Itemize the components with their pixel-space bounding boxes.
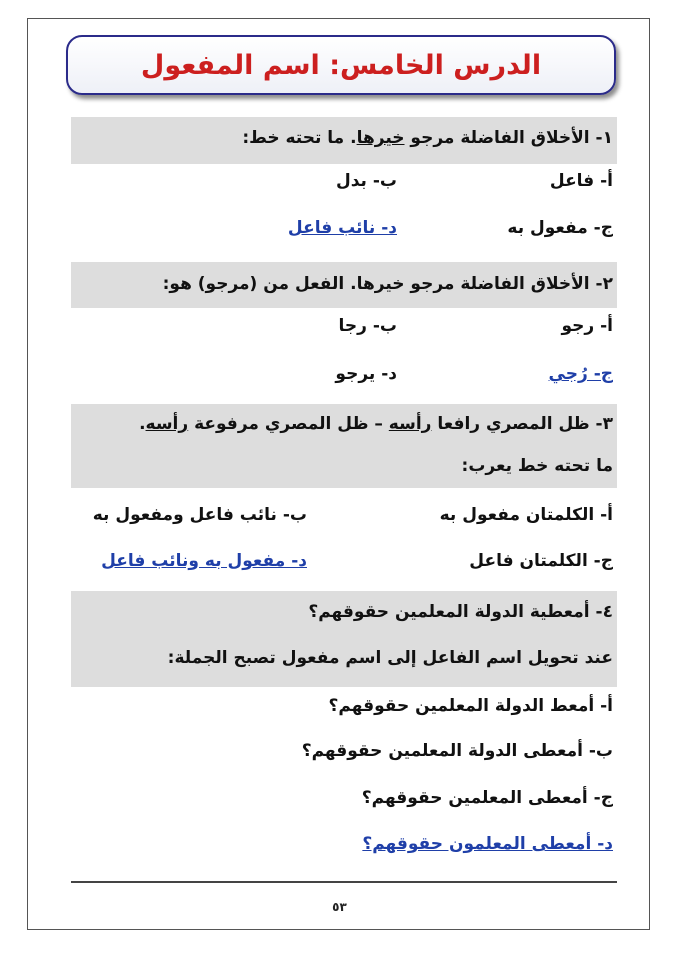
question-3-options-row1	[71, 495, 617, 535]
option-b[interactable]: ب- بدل	[335, 171, 397, 191]
question-1-stem: ١- الأخلاق الفاضلة مرجو خيرها. ما تحته خط:	[242, 128, 613, 148]
question-2-stem: ٢- الأخلاق الفاضلة مرجو خيرها. الفعل من (مرجو) هو:	[162, 274, 613, 294]
question-3	[71, 404, 617, 444]
question-4-option-b-row	[71, 731, 617, 771]
option-d-answer[interactable]: د- نائب فاعل	[287, 218, 397, 238]
question-4-instruction-text: عند تحويل اسم الفاعل إلى اسم مفعول تصبح الجملة:	[167, 648, 613, 668]
question-4-stem: ٤- أمعطية الدولة المعلمين حقوقهم؟	[308, 602, 613, 622]
question-2	[71, 264, 617, 304]
question-3-instruction	[71, 446, 617, 486]
option-c[interactable]: ج- الكلمتان فاعل	[469, 551, 613, 571]
question-4	[71, 592, 617, 632]
option-b[interactable]: ب- أمعطى الدولة المعلمين حقوقهم؟	[301, 741, 613, 761]
question-2-options-row1	[71, 306, 617, 346]
question-1-options-row2	[71, 208, 617, 248]
option-d[interactable]: د- يرجو	[335, 364, 397, 384]
question-1-options-row1	[71, 161, 617, 201]
question-4-instruction	[71, 638, 617, 678]
option-a[interactable]: أ- الكلمتان مفعول به	[439, 505, 613, 525]
question-2-options-row2	[71, 354, 617, 394]
question-4-option-a-row	[71, 686, 617, 726]
lesson-title: الدرس الخامس: اسم المفعول	[140, 49, 542, 81]
question-3-stem: ٣- ظل المصري رافعا رأسه – ظل المصري مرفوعة رأسه.	[139, 414, 613, 434]
option-b[interactable]: ب- نائب فاعل ومفعول به	[92, 505, 307, 525]
option-d-answer[interactable]: د- أمعطى المعلمون حقوقهم؟	[362, 834, 613, 854]
option-a[interactable]: أ- أمعط الدولة المعلمين حقوقهم؟	[328, 696, 613, 716]
lesson-title-box	[66, 35, 616, 95]
option-a[interactable]: أ- فاعل	[549, 171, 613, 191]
question-3-instruction-text: ما تحته خط يعرب:	[461, 456, 613, 476]
question-3-options-row2	[71, 541, 617, 581]
option-c-answer[interactable]: ج- رُجي	[548, 364, 613, 384]
page-number: ٥٣	[332, 900, 347, 914]
option-c[interactable]: ج- أمعطى المعلمين حقوقهم؟	[361, 788, 613, 808]
question-4-option-d-row	[71, 824, 617, 864]
question-4-option-c-row	[71, 778, 617, 818]
footer-divider	[71, 881, 617, 883]
question-1	[71, 118, 617, 158]
option-c[interactable]: ج- مفعول به	[507, 218, 613, 238]
option-b[interactable]: ب- رجا	[338, 316, 397, 336]
option-d-answer[interactable]: د- مفعول به ونائب فاعل	[101, 551, 307, 571]
option-a[interactable]: أ- رجو	[561, 316, 613, 336]
